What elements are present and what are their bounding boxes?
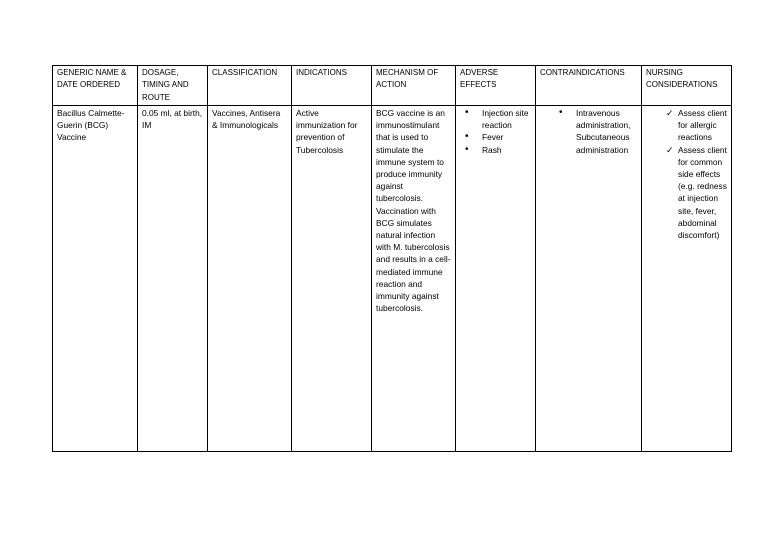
header-adverse-effects: ADVERSE EFFECTS [456, 66, 536, 106]
cell-contraindications [536, 106, 642, 452]
header-row [53, 66, 732, 106]
header-contraindications: CONTRAINDICATIONS [536, 66, 642, 106]
contraindications-list [540, 107, 637, 156]
cell-adverse-effects [456, 106, 536, 452]
list-item: • Fever [482, 131, 531, 143]
header-indications: INDICATIONS [292, 66, 372, 106]
header-dosage: DOSAGE, TIMING AND ROUTE [138, 66, 208, 106]
table-row [53, 106, 732, 452]
cell-indications: Active immunization for prevention of Tubercolosis [292, 106, 372, 452]
list-item: ✓ Assess client for common side effects (e.g. redness at injection site, fever, abdominal discomfort) [678, 144, 727, 242]
header-generic-name: GENERIC NAME & DATE ORDERED [53, 66, 138, 106]
list-item: • Intravenous administration, Subcutaneous administration [576, 107, 637, 156]
drug-study-table [52, 65, 732, 452]
adverse-effects-list [460, 107, 531, 156]
cell-generic-name: Bacillus Calmette-Guerin (BCG) Vaccine [53, 106, 138, 452]
header-nursing-considerations: NURSING CONSIDERATIONS [642, 66, 732, 106]
list-item: • Rash [482, 144, 531, 156]
header-mechanism: MECHANISM OF ACTION [372, 66, 456, 106]
header-classification: CLASSIFICATION [208, 66, 292, 106]
cell-nursing-considerations [642, 106, 732, 452]
cell-classification: Vaccines, Antisera & Immunologicals [208, 106, 292, 452]
list-item: ✓ Assess client for allergic reactions [678, 107, 727, 144]
list-item: • Injection site reaction [482, 107, 531, 131]
nursing-considerations-list [646, 107, 727, 241]
cell-dosage: 0.05 ml, at birth, IM [138, 106, 208, 452]
cell-mechanism: BCG vaccine is an immunostimulant that is used to stimulate the immune system to produce immunity against tubercolosis. Vaccination with BCG simulates natural infection with M. tubercolosis and results in a cell-mediated immune reaction and immunity against tubercolosis. [372, 106, 456, 452]
